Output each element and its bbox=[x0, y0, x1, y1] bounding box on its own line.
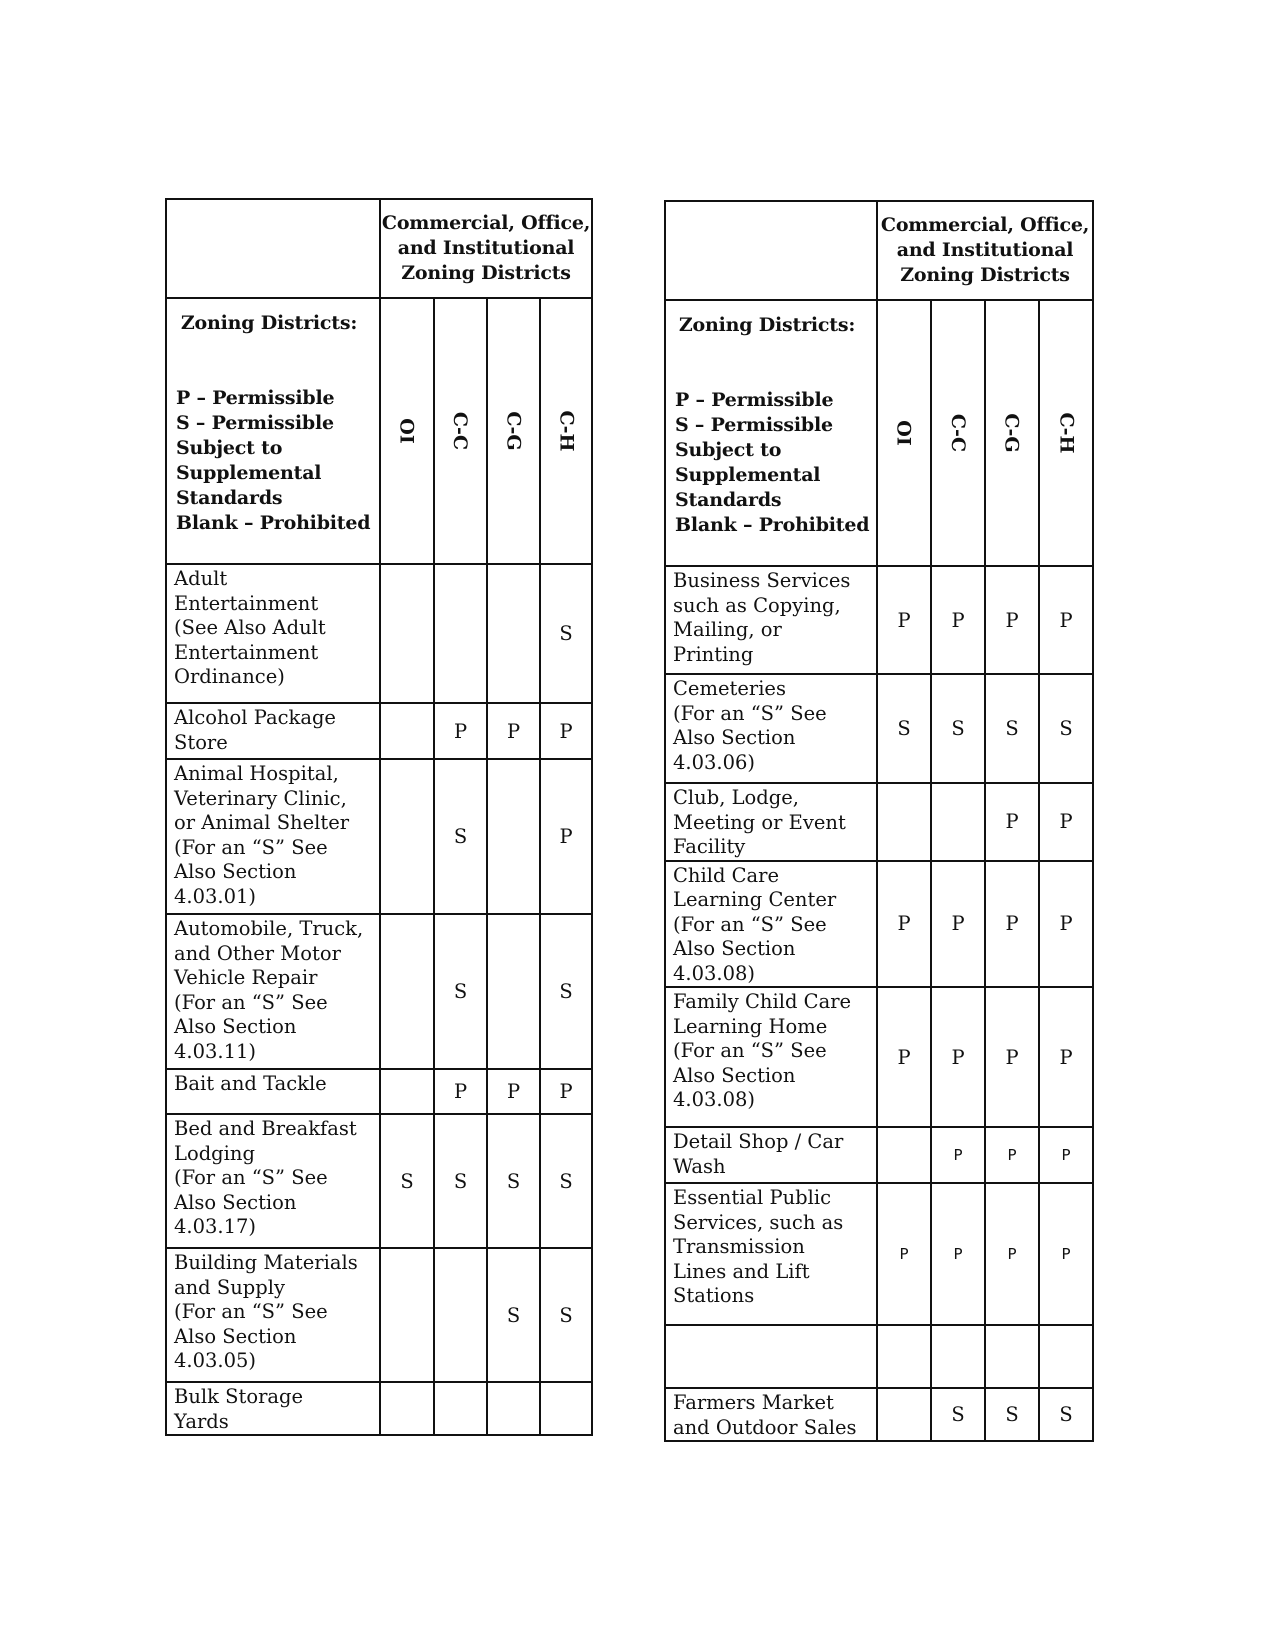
value-c-c: P bbox=[434, 703, 487, 759]
legend-line-s: S – Permissible bbox=[675, 414, 833, 436]
table-row bbox=[665, 987, 1093, 1127]
legend-cell bbox=[665, 300, 877, 566]
value-oi bbox=[877, 783, 931, 861]
use-name-cell bbox=[665, 1388, 877, 1441]
use-name-cell bbox=[166, 1069, 380, 1114]
value-c-g: S bbox=[487, 1248, 540, 1382]
value-c-h: S bbox=[540, 1248, 592, 1382]
district-header-c-g bbox=[487, 298, 540, 564]
use-line: Business Services bbox=[673, 569, 851, 592]
use-name-cell bbox=[665, 566, 877, 674]
use-line: Bulk Storage bbox=[174, 1385, 304, 1408]
use-name-cell bbox=[166, 1114, 380, 1248]
use-line: Also Section bbox=[174, 1015, 297, 1038]
use-line: 4.03.08) bbox=[673, 961, 756, 985]
value-c-c bbox=[434, 1382, 487, 1435]
district-header-c-g bbox=[985, 300, 1039, 566]
value-c-g bbox=[487, 564, 540, 703]
legend-title: Zoning Districts: bbox=[678, 314, 856, 336]
group-header-line: Zoning Districts bbox=[900, 264, 1070, 286]
use-line: Stations bbox=[673, 1284, 755, 1307]
header-row bbox=[166, 199, 592, 298]
use-line: Also Section bbox=[673, 937, 796, 960]
value-c-g bbox=[487, 1382, 540, 1435]
value-c-h bbox=[540, 1382, 592, 1435]
value-c-c: P bbox=[434, 1069, 487, 1114]
value-oi bbox=[380, 1069, 434, 1114]
value-c-h: S bbox=[540, 1114, 592, 1248]
use-line: Entertainment bbox=[174, 591, 319, 615]
use-line: (For an “S” See bbox=[673, 912, 827, 936]
value-oi: P bbox=[877, 987, 931, 1127]
value-c-c: P bbox=[931, 566, 985, 674]
legend-line: Standards bbox=[675, 489, 782, 511]
use-line: (For an “S” See bbox=[174, 990, 328, 1014]
use-line: Vehicle Repair bbox=[174, 966, 318, 989]
district-header-c-c bbox=[434, 298, 487, 564]
legend-line-p: P – Permissible bbox=[675, 389, 834, 411]
use-line: Veterinary Clinic, bbox=[174, 786, 347, 810]
district-group-header bbox=[380, 199, 592, 298]
header-row bbox=[665, 201, 1093, 300]
use-line: Wash bbox=[673, 1154, 726, 1178]
legend-line: Supplemental bbox=[675, 464, 821, 486]
value-oi: P bbox=[877, 566, 931, 674]
header-blank-cell bbox=[166, 199, 380, 298]
value-c-c: P bbox=[931, 987, 985, 1127]
table-row bbox=[166, 1114, 592, 1248]
value-c-g: P bbox=[985, 1127, 1039, 1183]
value-c-h: S bbox=[540, 914, 592, 1069]
use-line: Farmers Market bbox=[673, 1391, 834, 1414]
value-c-h: S bbox=[1039, 674, 1093, 783]
district-label: C-G bbox=[1000, 413, 1023, 453]
value-oi bbox=[380, 759, 434, 914]
legend-line-p: P – Permissible bbox=[176, 387, 335, 409]
use-line: Transmission bbox=[673, 1235, 805, 1258]
value-c-c: S bbox=[434, 759, 487, 914]
use-line: Learning Home bbox=[673, 1014, 828, 1038]
value-c-h: P bbox=[540, 1069, 592, 1114]
district-label: C-H bbox=[1055, 412, 1078, 454]
value-c-g: S bbox=[985, 1388, 1039, 1441]
value-c-h: P bbox=[540, 759, 592, 914]
value-c-c bbox=[931, 783, 985, 861]
value-c-c bbox=[434, 1248, 487, 1382]
value-c-h: P bbox=[1039, 861, 1093, 988]
table-row bbox=[665, 674, 1093, 783]
use-line: or Animal Shelter bbox=[174, 811, 350, 834]
legend-row bbox=[665, 300, 1093, 566]
table-row bbox=[166, 1382, 592, 1435]
value-oi bbox=[877, 1388, 931, 1441]
table-row-empty bbox=[665, 1325, 1093, 1388]
value-c-c: P bbox=[931, 1183, 985, 1325]
use-line: Also Section bbox=[174, 1324, 297, 1348]
legend-lines bbox=[167, 386, 379, 536]
table-row bbox=[665, 783, 1093, 861]
value-oi: S bbox=[877, 674, 931, 783]
use-line: such as Copying, bbox=[673, 593, 841, 617]
legend-line-blank: Blank – Prohibited bbox=[675, 514, 870, 536]
group-header-line: Commercial, Office, bbox=[880, 214, 1090, 236]
value-c-h: S bbox=[540, 564, 592, 703]
use-line: 4.03.17) bbox=[174, 1215, 257, 1238]
use-name-cell bbox=[166, 1382, 380, 1435]
table-row bbox=[665, 1183, 1093, 1325]
value-c-c: S bbox=[434, 914, 487, 1069]
use-name-cell bbox=[665, 783, 877, 861]
use-name-cell bbox=[166, 1248, 380, 1382]
value-c-g: P bbox=[985, 1183, 1039, 1325]
district-label: C-C bbox=[449, 411, 472, 451]
use-line: Also Section bbox=[174, 1190, 297, 1214]
table-row bbox=[166, 564, 592, 703]
table-row bbox=[665, 566, 1093, 674]
use-line: Services, such as bbox=[673, 1210, 844, 1234]
value-c-c: S bbox=[931, 1388, 985, 1441]
district-header-oi bbox=[380, 298, 434, 564]
use-line: 4.03.08) bbox=[673, 1088, 756, 1111]
value-c-h bbox=[1039, 1325, 1093, 1388]
value-c-g: P bbox=[985, 566, 1039, 674]
group-header-line: Commercial, Office, bbox=[381, 212, 591, 234]
value-c-h: P bbox=[540, 703, 592, 759]
value-c-h: S bbox=[1039, 1388, 1093, 1441]
use-line: Automobile, Truck, bbox=[174, 917, 364, 940]
use-line: (For an “S” See bbox=[174, 1166, 328, 1189]
value-oi bbox=[877, 1127, 931, 1183]
value-c-h: P bbox=[1039, 1127, 1093, 1183]
district-label: C-G bbox=[502, 411, 525, 451]
use-line: Printing bbox=[673, 642, 754, 666]
legend-line: Standards bbox=[176, 487, 283, 509]
district-header-c-h bbox=[1039, 300, 1093, 566]
value-c-h: P bbox=[1039, 566, 1093, 674]
district-group-header bbox=[877, 201, 1093, 300]
use-line: 4.03.06) bbox=[673, 750, 756, 774]
use-name-cell bbox=[665, 987, 877, 1127]
use-line: (For an “S” See bbox=[673, 1039, 827, 1062]
value-c-g: S bbox=[985, 674, 1039, 783]
value-c-g bbox=[487, 759, 540, 914]
legend-line: Subject to bbox=[176, 437, 283, 459]
legend-lines bbox=[666, 388, 876, 538]
legend-cell bbox=[166, 298, 380, 564]
use-line: Lines and Lift bbox=[673, 1259, 810, 1283]
use-line: (For an “S” See bbox=[174, 1300, 328, 1323]
group-header-line: and Institutional bbox=[397, 237, 575, 259]
district-label: OI bbox=[892, 420, 915, 446]
use-line: Learning Center bbox=[673, 888, 837, 911]
use-line: Store bbox=[174, 730, 228, 754]
value-c-h: P bbox=[1039, 987, 1093, 1127]
use-name-cell bbox=[665, 674, 877, 783]
use-name-cell bbox=[665, 861, 877, 988]
value-c-c: P bbox=[931, 861, 985, 988]
value-oi bbox=[380, 703, 434, 759]
use-name-cell-empty bbox=[665, 1325, 877, 1388]
use-line: Ordinance) bbox=[174, 665, 285, 688]
use-table-right bbox=[664, 200, 1094, 1442]
use-name-cell bbox=[166, 759, 380, 914]
use-name-cell bbox=[166, 703, 380, 759]
use-line: 4.03.05) bbox=[174, 1349, 257, 1372]
value-c-c bbox=[434, 564, 487, 703]
use-line: Facility bbox=[673, 835, 746, 858]
use-line: Also Section bbox=[673, 726, 796, 749]
value-oi: P bbox=[877, 1183, 931, 1325]
legend-line-s: S – Permissible bbox=[176, 412, 334, 434]
value-c-h: P bbox=[1039, 783, 1093, 861]
use-line: and Supply bbox=[174, 1275, 286, 1299]
value-c-g bbox=[487, 914, 540, 1069]
value-oi bbox=[380, 1248, 434, 1382]
use-line: Alcohol Package bbox=[174, 706, 336, 729]
use-line: Meeting or Event bbox=[673, 810, 846, 834]
value-c-g: P bbox=[985, 987, 1039, 1127]
legend-line: Supplemental bbox=[176, 462, 322, 484]
value-c-g: P bbox=[985, 861, 1039, 988]
value-c-c: P bbox=[931, 1127, 985, 1183]
use-line: Bed and Breakfast bbox=[174, 1117, 357, 1140]
table-row bbox=[166, 1248, 592, 1382]
value-c-g: P bbox=[487, 703, 540, 759]
use-line: 4.03.01) bbox=[174, 884, 257, 908]
use-name-cell bbox=[665, 1183, 877, 1325]
value-c-c: S bbox=[931, 674, 985, 783]
use-line: Cemeteries bbox=[673, 677, 786, 700]
district-header-c-h bbox=[540, 298, 592, 564]
value-oi bbox=[380, 914, 434, 1069]
use-line: Also Section bbox=[673, 1063, 796, 1087]
value-c-c bbox=[931, 1325, 985, 1388]
district-label: C-C bbox=[946, 413, 969, 453]
table-row bbox=[665, 1388, 1093, 1441]
district-label: OI bbox=[395, 418, 418, 444]
use-line: (See Also Adult bbox=[174, 616, 326, 639]
header-blank-cell bbox=[665, 201, 877, 300]
value-c-g bbox=[985, 1325, 1039, 1388]
use-line: (For an “S” See bbox=[174, 835, 328, 859]
use-line: Animal Hospital, bbox=[174, 762, 339, 785]
value-c-g: S bbox=[487, 1114, 540, 1248]
use-line: and Other Motor bbox=[174, 941, 341, 965]
group-header-line: and Institutional bbox=[896, 239, 1074, 261]
value-oi: P bbox=[877, 861, 931, 988]
use-name-cell bbox=[166, 564, 380, 703]
use-line: Child Care bbox=[673, 863, 780, 887]
value-c-g: P bbox=[985, 783, 1039, 861]
value-c-h: P bbox=[1039, 1183, 1093, 1325]
use-table-left bbox=[165, 198, 593, 1436]
district-label: C-H bbox=[555, 410, 578, 452]
use-line: 4.03.11) bbox=[174, 1039, 257, 1063]
value-c-g: P bbox=[487, 1069, 540, 1114]
value-oi bbox=[380, 1382, 434, 1435]
use-line: Essential Public bbox=[673, 1186, 832, 1209]
use-line: and Outdoor Sales bbox=[673, 1415, 857, 1439]
table-row bbox=[665, 1127, 1093, 1183]
value-c-c: S bbox=[434, 1114, 487, 1248]
legend-row bbox=[166, 298, 592, 564]
use-line: Lodging bbox=[174, 1141, 255, 1165]
table-row bbox=[665, 861, 1093, 988]
use-line: Mailing, or bbox=[673, 618, 782, 641]
district-header-oi bbox=[877, 300, 931, 566]
use-line: Entertainment bbox=[174, 640, 319, 664]
use-line: (For an “S” See bbox=[673, 701, 827, 725]
use-line: Also Section bbox=[174, 860, 297, 883]
value-oi: S bbox=[380, 1114, 434, 1248]
use-name-cell bbox=[166, 914, 380, 1069]
district-header-c-c bbox=[931, 300, 985, 566]
use-line: Building Materials bbox=[174, 1251, 358, 1274]
group-header-line: Zoning Districts bbox=[401, 262, 571, 284]
table-row bbox=[166, 914, 592, 1069]
use-line: Adult bbox=[174, 567, 228, 590]
legend-line: Subject to bbox=[675, 439, 782, 461]
use-line: Yards bbox=[174, 1409, 229, 1433]
use-line: Club, Lodge, bbox=[673, 786, 799, 809]
use-line: Detail Shop / Car bbox=[673, 1130, 844, 1153]
legend-title: Zoning Districts: bbox=[180, 312, 358, 334]
value-oi bbox=[877, 1325, 931, 1388]
table-row bbox=[166, 703, 592, 759]
value-oi bbox=[380, 564, 434, 703]
table-row bbox=[166, 759, 592, 914]
use-name-cell bbox=[665, 1127, 877, 1183]
legend-line-blank: Blank – Prohibited bbox=[176, 512, 371, 534]
use-line: Family Child Care bbox=[673, 990, 852, 1013]
use-line: Bait and Tackle bbox=[174, 1072, 327, 1095]
table-row bbox=[166, 1069, 592, 1114]
